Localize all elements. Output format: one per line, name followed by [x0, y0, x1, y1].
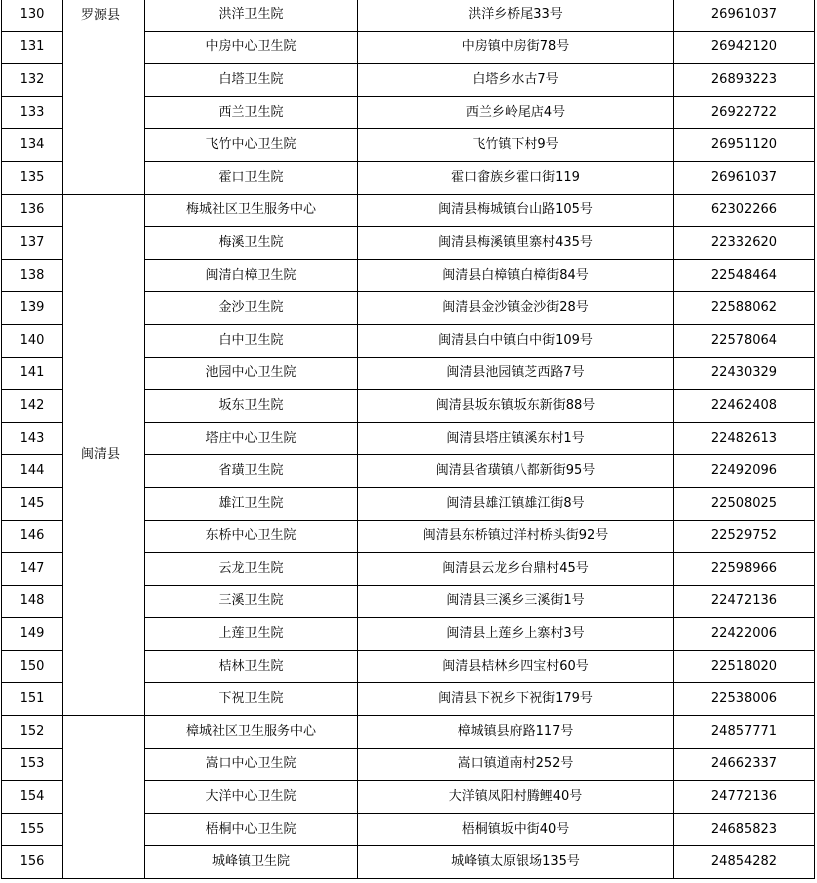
clinic-name: 梅城社区卫生服务中心 — [145, 194, 358, 227]
row-index: 145 — [2, 487, 63, 520]
row-index: 153 — [2, 748, 63, 781]
county-cell: 罗源县 — [63, 0, 145, 194]
clinic-name: 城峰镇卫生院 — [145, 846, 358, 879]
row-index: 143 — [2, 422, 63, 455]
clinic-name: 西兰卫生院 — [145, 96, 358, 129]
clinic-address: 樟城镇县府路117号 — [358, 716, 674, 749]
clinic-address: 闽清县云龙乡台鼎村45号 — [358, 553, 674, 586]
clinic-phone: 22472136 — [674, 585, 815, 618]
row-index: 150 — [2, 650, 63, 683]
clinic-name: 桔林卫生院 — [145, 650, 358, 683]
clinic-name: 三溪卫生院 — [145, 585, 358, 618]
clinic-address: 闽清县金沙镇金沙街28号 — [358, 292, 674, 325]
clinic-phone: 22578064 — [674, 324, 815, 357]
clinic-name: 大洋中心卫生院 — [145, 781, 358, 814]
clinic-phone: 22422006 — [674, 618, 815, 651]
clinic-address: 大洋镇凤阳村腾鲤40号 — [358, 781, 674, 814]
clinic-name: 上莲卫生院 — [145, 618, 358, 651]
row-index: 154 — [2, 781, 63, 814]
row-index: 132 — [2, 64, 63, 97]
clinic-address: 闽清县桔林乡四宝村60号 — [358, 650, 674, 683]
row-index: 156 — [2, 846, 63, 879]
county-cell — [63, 716, 145, 879]
clinic-phone: 22529752 — [674, 520, 815, 553]
clinic-phone: 22430329 — [674, 357, 815, 390]
row-index: 139 — [2, 292, 63, 325]
clinic-address: 闽清县坂东镇坂东新街88号 — [358, 390, 674, 423]
row-index: 141 — [2, 357, 63, 390]
clinic-phone: 24662337 — [674, 748, 815, 781]
clinic-name: 东桥中心卫生院 — [145, 520, 358, 553]
clinic-name: 闽清白樟卫生院 — [145, 259, 358, 292]
table-row — [2, 716, 815, 749]
row-index: 155 — [2, 813, 63, 846]
clinic-phone: 22538006 — [674, 683, 815, 716]
clinic-address: 闽清县梅溪镇里寨村435号 — [358, 227, 674, 260]
clinic-phone: 22598966 — [674, 553, 815, 586]
clinic-name: 金沙卫生院 — [145, 292, 358, 325]
clinic-address: 闽清县池园镇芝西路7号 — [358, 357, 674, 390]
clinic-address: 梧桐镇坂中街40号 — [358, 813, 674, 846]
clinic-address: 白塔乡水古7号 — [358, 64, 674, 97]
clinic-address: 城峰镇太原银场135号 — [358, 846, 674, 879]
clinic-name: 下祝卫生院 — [145, 683, 358, 716]
clinic-phone: 26951120 — [674, 129, 815, 162]
clinic-address: 闽清县三溪乡三溪街1号 — [358, 585, 674, 618]
clinic-address: 闽清县塔庄镇溪东村1号 — [358, 422, 674, 455]
clinic-address: 西兰乡岭尾店4号 — [358, 96, 674, 129]
clinic-address: 霍口畲族乡霍口街119 — [358, 161, 674, 194]
clinic-phone: 22492096 — [674, 455, 815, 488]
clinic-phone: 26893223 — [674, 64, 815, 97]
clinic-phone: 24854282 — [674, 846, 815, 879]
clinic-address: 嵩口镇道南村252号 — [358, 748, 674, 781]
clinic-phone: 26922722 — [674, 96, 815, 129]
row-index: 131 — [2, 31, 63, 64]
clinic-name: 嵩口中心卫生院 — [145, 748, 358, 781]
row-index: 146 — [2, 520, 63, 553]
table-row — [2, 0, 815, 31]
clinic-name: 霍口卫生院 — [145, 161, 358, 194]
clinic-address: 闽清县雄江镇雄江街8号 — [358, 487, 674, 520]
clinic-name: 塔庄中心卫生院 — [145, 422, 358, 455]
row-index: 137 — [2, 227, 63, 260]
table-row — [2, 194, 815, 227]
clinic-name: 洪洋卫生院 — [145, 0, 358, 31]
clinic-name: 省璜卫生院 — [145, 455, 358, 488]
row-index: 144 — [2, 455, 63, 488]
clinic-address: 飞竹镇下村9号 — [358, 129, 674, 162]
county-cell: 闽清县 — [63, 194, 145, 716]
row-index: 135 — [2, 161, 63, 194]
clinic-name: 云龙卫生院 — [145, 553, 358, 586]
clinic-name: 飞竹中心卫生院 — [145, 129, 358, 162]
clinic-phone: 22588062 — [674, 292, 815, 325]
clinic-phone: 24857771 — [674, 716, 815, 749]
clinic-address: 中房镇中房街78号 — [358, 31, 674, 64]
clinic-name: 坂东卫生院 — [145, 390, 358, 423]
row-index: 149 — [2, 618, 63, 651]
clinic-phone: 26961037 — [674, 0, 815, 31]
clinic-phone: 22482613 — [674, 422, 815, 455]
row-index: 142 — [2, 390, 63, 423]
clinic-address: 闽清县下祝乡下祝街179号 — [358, 683, 674, 716]
row-index: 136 — [2, 194, 63, 227]
clinic-address: 闽清县梅城镇台山路105号 — [358, 194, 674, 227]
clinic-name: 池园中心卫生院 — [145, 357, 358, 390]
clinic-address: 闽清县上莲乡上寨村3号 — [358, 618, 674, 651]
row-index: 138 — [2, 259, 63, 292]
clinic-address: 闽清县白樟镇白樟街84号 — [358, 259, 674, 292]
clinic-phone: 22508025 — [674, 487, 815, 520]
row-index: 147 — [2, 553, 63, 586]
clinic-directory-table — [1, 0, 815, 879]
row-index: 148 — [2, 585, 63, 618]
clinic-phone: 22462408 — [674, 390, 815, 423]
row-index: 140 — [2, 324, 63, 357]
clinic-name: 白中卫生院 — [145, 324, 358, 357]
clinic-table-body — [2, 0, 815, 879]
clinic-phone: 22518020 — [674, 650, 815, 683]
clinic-phone: 24772136 — [674, 781, 815, 814]
clinic-phone: 22548464 — [674, 259, 815, 292]
clinic-name: 梧桐中心卫生院 — [145, 813, 358, 846]
clinic-phone: 62302266 — [674, 194, 815, 227]
clinic-name: 白塔卫生院 — [145, 64, 358, 97]
clinic-name: 雄江卫生院 — [145, 487, 358, 520]
clinic-phone: 26942120 — [674, 31, 815, 64]
clinic-address: 闽清县白中镇白中街109号 — [358, 324, 674, 357]
row-index: 152 — [2, 716, 63, 749]
clinic-address: 闽清县东桥镇过洋村桥头街92号 — [358, 520, 674, 553]
clinic-address: 闽清县省璜镇八都新街95号 — [358, 455, 674, 488]
row-index: 151 — [2, 683, 63, 716]
clinic-phone: 26961037 — [674, 161, 815, 194]
clinic-address: 洪洋乡桥尾33号 — [358, 0, 674, 31]
clinic-phone: 24685823 — [674, 813, 815, 846]
clinic-name: 梅溪卫生院 — [145, 227, 358, 260]
clinic-name: 中房中心卫生院 — [145, 31, 358, 64]
row-index: 133 — [2, 96, 63, 129]
row-index: 134 — [2, 129, 63, 162]
clinic-name: 樟城社区卫生服务中心 — [145, 716, 358, 749]
clinic-phone: 22332620 — [674, 227, 815, 260]
row-index: 130 — [2, 0, 63, 31]
